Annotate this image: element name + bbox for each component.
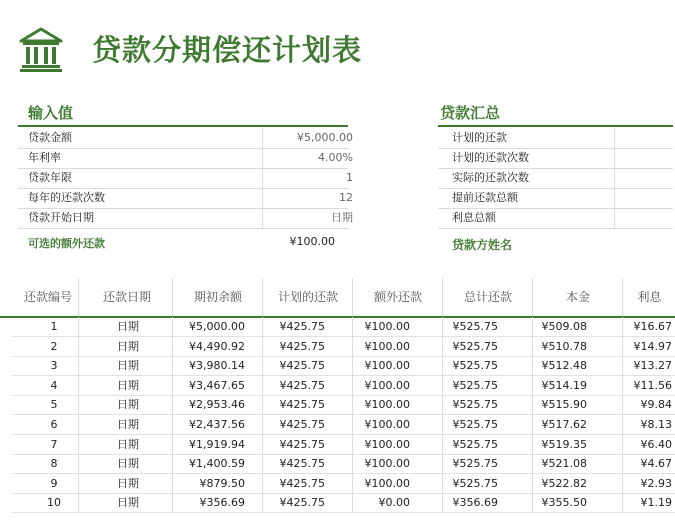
payment-no-cell: 8: [50, 457, 58, 471]
summary-label: 提前还款总额: [452, 191, 518, 204]
borrower-name-label: 贷款方姓名: [452, 238, 513, 252]
principal-cell: ¥355.50: [541, 496, 587, 510]
principal-cell: ¥522.82: [541, 476, 587, 490]
inputs-divider: [18, 125, 348, 127]
inputs-heading: 输入值: [28, 104, 74, 122]
total-payment-cell: ¥525.75: [452, 339, 498, 353]
column-divider: [352, 317, 353, 513]
extra-payment-cell: ¥100.00: [364, 476, 410, 490]
payment-no-cell: 2: [50, 339, 58, 353]
extra-payment-cell: ¥100.00: [364, 398, 410, 412]
total-payment-cell: ¥525.75: [452, 398, 498, 412]
scheduled-payment-cell: ¥425.75: [279, 457, 325, 471]
total-payment-cell: ¥525.75: [452, 378, 498, 392]
table-row: [12, 415, 675, 435]
extra-payment-cell: ¥100.00: [364, 320, 410, 333]
input-value[interactable]: 4.00%: [318, 151, 353, 164]
table-row: [12, 454, 675, 474]
table-row: [12, 474, 675, 494]
bank-icon: [19, 26, 63, 72]
column-divider: [614, 188, 615, 208]
beginning-balance-cell: ¥2,437.56: [189, 418, 245, 431]
total-payment-cell: ¥525.75: [452, 457, 498, 471]
header-payment-date: 还款日期: [78, 278, 175, 316]
input-row: [18, 148, 353, 169]
extra-payment-cell: ¥100.00: [364, 359, 410, 373]
page-title: 贷款分期偿还计划表: [92, 33, 363, 67]
principal-cell: ¥514.19: [541, 378, 587, 392]
extra-payment-cell: ¥100.00: [364, 457, 410, 471]
summary-row: [438, 128, 673, 149]
beginning-balance-cell: ¥1,400.59: [189, 457, 245, 471]
scheduled-payment-cell: ¥425.75: [279, 398, 325, 412]
table-row: [12, 356, 675, 376]
extra-payment-label: 可选的额外还款: [28, 237, 105, 250]
interest-cell: ¥11.56: [633, 378, 672, 392]
beginning-balance-cell: ¥4,490.92: [189, 339, 245, 353]
input-row: [18, 168, 353, 189]
table-row: [12, 493, 675, 513]
total-payment-cell: ¥525.75: [452, 359, 498, 373]
scheduled-payment-cell: ¥425.75: [279, 359, 325, 373]
beginning-balance-cell: ¥3,980.14: [189, 359, 245, 373]
payment-no-cell: 9: [50, 476, 58, 490]
input-value[interactable]: 12: [339, 191, 353, 204]
beginning-balance-cell: ¥1,919.94: [189, 437, 245, 451]
header-scheduled-payment: 计划的还款: [262, 278, 353, 316]
column-divider: [262, 317, 263, 513]
column-divider: [614, 168, 615, 188]
extra-payment-cell: ¥100.00: [364, 437, 410, 451]
summary-row: [438, 148, 673, 169]
scheduled-payment-cell: ¥425.75: [279, 418, 325, 431]
principal-cell: ¥521.08: [541, 457, 587, 471]
payment-date-cell: 日期: [117, 339, 139, 353]
column-divider: [442, 317, 443, 513]
summary-heading: 贷款汇总: [440, 104, 501, 122]
input-row: [18, 208, 353, 229]
interest-cell: ¥1.19: [640, 496, 672, 510]
interest-cell: ¥4.67: [640, 457, 672, 471]
summary-label: 计划的还款次数: [452, 151, 529, 164]
beginning-balance-cell: ¥879.50: [199, 476, 245, 490]
payment-no-cell: 6: [50, 418, 58, 431]
payment-date-cell: 日期: [117, 457, 139, 471]
table-row: [12, 435, 675, 455]
scheduled-payment-cell: ¥425.75: [279, 476, 325, 490]
scheduled-payment-cell: ¥425.75: [279, 496, 325, 510]
interest-cell: ¥8.13: [640, 418, 672, 431]
column-divider: [78, 317, 79, 513]
payment-date-cell: 日期: [117, 476, 139, 490]
payment-no-cell: 1: [50, 320, 58, 333]
total-payment-cell: ¥525.75: [452, 320, 498, 333]
header-payment-no: 还款编号: [23, 290, 72, 304]
payment-date-cell: 日期: [117, 418, 139, 431]
payment-no-cell: 5: [50, 398, 58, 412]
interest-cell: ¥16.67: [633, 320, 672, 333]
input-value[interactable]: 日期: [331, 211, 353, 224]
input-label: 贷款金额: [28, 131, 72, 144]
payment-date-cell: 日期: [117, 398, 139, 412]
principal-cell: ¥510.78: [541, 339, 587, 353]
beginning-balance-cell: ¥3,467.65: [189, 378, 245, 392]
payment-date-cell: 日期: [117, 320, 139, 333]
input-label: 年利率: [28, 151, 61, 164]
column-divider: [532, 317, 533, 513]
extra-payment-cell: ¥0.00: [378, 496, 410, 510]
payment-date-cell: 日期: [117, 359, 139, 373]
column-divider: [172, 317, 173, 513]
total-payment-cell: ¥356.69: [452, 496, 498, 510]
summary-row: [438, 168, 673, 189]
column-divider: [614, 128, 615, 148]
header-beginning-balance: 期初余额: [172, 278, 263, 316]
summary-label: 利息总额: [452, 211, 496, 224]
payment-date-cell: 日期: [117, 378, 139, 392]
summary-row: [438, 208, 673, 229]
column-divider: [614, 208, 615, 228]
header-extra-payment: 额外还款: [352, 278, 443, 316]
extra-payment-value[interactable]: ¥100.00: [289, 235, 335, 248]
payment-no-cell: 7: [50, 437, 58, 451]
scheduled-payment-cell: ¥425.75: [279, 339, 325, 353]
total-payment-cell: ¥525.75: [452, 437, 498, 451]
summary-label: 实际的还款次数: [452, 171, 529, 184]
principal-cell: ¥515.90: [541, 398, 587, 412]
table-row: [12, 317, 675, 337]
payment-no-cell: 3: [50, 359, 58, 373]
header-interest: 利息: [622, 278, 675, 316]
interest-cell: ¥2.93: [640, 476, 672, 490]
principal-cell: ¥517.62: [541, 418, 587, 431]
payment-date-cell: 日期: [117, 437, 139, 451]
table-row: [12, 337, 675, 357]
interest-cell: ¥14.97: [633, 339, 672, 353]
input-label: 贷款开始日期: [28, 211, 94, 224]
column-divider: [614, 148, 615, 168]
interest-cell: ¥9.84: [640, 398, 672, 412]
interest-cell: ¥6.40: [640, 437, 672, 451]
summary-row: [438, 188, 673, 209]
scheduled-payment-cell: ¥425.75: [279, 378, 325, 392]
scheduled-payment-cell: ¥425.75: [279, 320, 325, 333]
extra-payment-cell: ¥100.00: [364, 418, 410, 431]
summary-label: 计划的还款: [452, 131, 507, 144]
header-total-payment: 总计还款: [442, 278, 533, 316]
principal-cell: ¥509.08: [541, 320, 587, 333]
interest-cell: ¥13.27: [633, 359, 672, 373]
scheduled-payment-cell: ¥425.75: [279, 437, 325, 451]
payment-no-cell: 4: [50, 378, 58, 392]
total-payment-cell: ¥525.75: [452, 418, 498, 431]
table-row: [12, 395, 675, 415]
summary-divider: [438, 125, 673, 127]
input-label: 每年的还款次数: [28, 191, 105, 204]
principal-cell: ¥519.35: [541, 437, 587, 451]
schedule-table-header: [0, 278, 675, 318]
input-value[interactable]: 1: [346, 171, 353, 184]
extra-payment-cell: ¥100.00: [364, 378, 410, 392]
input-row: [18, 188, 353, 209]
total-payment-cell: ¥525.75: [452, 476, 498, 490]
beginning-balance-cell: ¥5,000.00: [189, 320, 245, 333]
table-row: [12, 376, 675, 396]
input-label: 贷款年限: [28, 171, 72, 184]
column-divider: [622, 317, 623, 513]
payment-no-cell: 10: [47, 496, 61, 510]
beginning-balance-cell: ¥356.69: [199, 496, 245, 510]
header-principal: 本金: [532, 278, 623, 316]
input-value[interactable]: ¥5,000.00: [297, 131, 353, 144]
input-row: [18, 128, 353, 149]
extra-payment-cell: ¥100.00: [364, 339, 410, 353]
principal-cell: ¥512.48: [541, 359, 587, 373]
payment-date-cell: 日期: [117, 496, 139, 510]
beginning-balance-cell: ¥2,953.46: [189, 398, 245, 412]
